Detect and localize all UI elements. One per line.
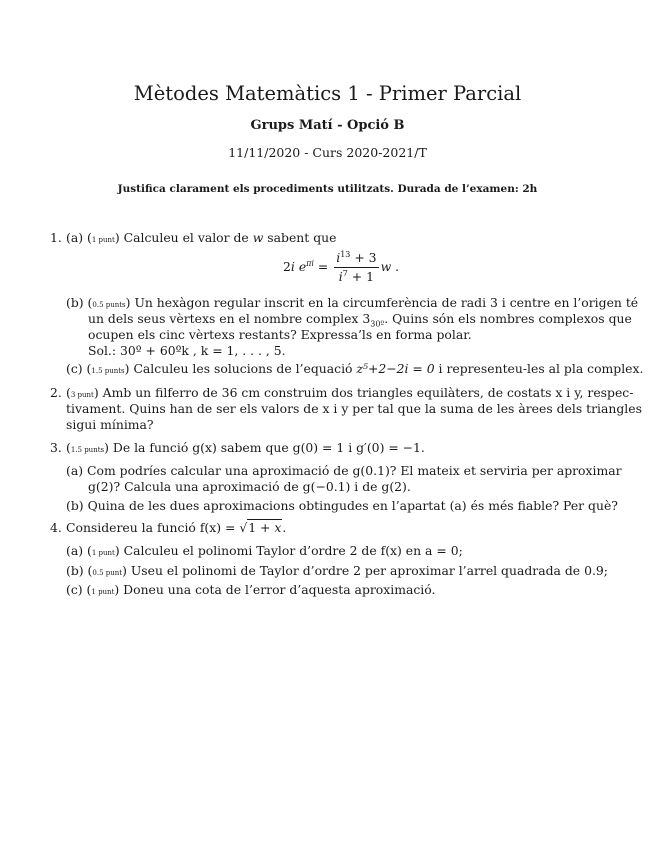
complex-argument: 30º xyxy=(370,319,385,329)
question-4c-text: Doneu una cota de l’error d’aquesta aproximació. xyxy=(123,582,436,597)
points-badge: 0.5 punt xyxy=(92,569,123,577)
question-3a-line1: Com podríes calcular una aproximació de g(0.1)? El mateix et serviria per aproximar xyxy=(87,463,622,478)
question-2-line3: sigui mínima? xyxy=(66,417,154,432)
question-3-intro-text: De la funció g(x) sabem que g(0) = 1 i g′(0) = −1. xyxy=(112,440,425,455)
question-1a-text: Calculeu el valor de xyxy=(123,230,249,245)
question-1b-line3: ocupen els cinc vèrtexs restants? Expressa’ls en forma polar. xyxy=(88,327,472,342)
exam-subtitle: Grups Matí - Opció B xyxy=(250,118,405,133)
exam-title: Mètodes Matemàtics 1 - Primer Parcial xyxy=(133,82,522,105)
equation-1a: 2i $e^{\pi i}$ = $\frac{i^{13} + 3}{i^7 + 1}$ w . xyxy=(283,249,400,284)
exam-instructions: Justifica clarament els procediments utilitzats. Durada de l’examen: 2h xyxy=(117,183,538,195)
question-4-intro: Considereu la funció f(x) = √1 + x. xyxy=(66,520,287,535)
question-3b xyxy=(66,498,618,514)
question-4b: (b) (0.5 punt) Useu el polinomi de Taylor d’ordre 2 per aproximar l’arrel quadrada de 0.9; xyxy=(66,563,608,578)
question-1c: (c) (1.5 punts) Calculeu les solucions de l’equació z⁵+2−2i = 0 i representeu-les al pla complex. xyxy=(66,361,644,376)
question-3a xyxy=(66,463,622,479)
question-1b-solution xyxy=(88,343,286,359)
part-label: (a) xyxy=(66,230,84,245)
part-label: (a) xyxy=(66,463,84,478)
question-3-number: 3. xyxy=(50,440,62,455)
exam-date: 11/11/2020 - Curs 2020-2021/T xyxy=(228,145,427,160)
question-2-line2: tivament. Quins han de ser els valors de x i y per tal que la suma de les àrees dels triangles xyxy=(66,401,642,416)
question-1c-text-b: i representeu-les al pla complex. xyxy=(438,361,644,376)
points-badge: 1.5 punts xyxy=(91,367,125,375)
question-1-number: 1. xyxy=(50,230,62,245)
part-label: (b) xyxy=(66,295,84,310)
question-4a-text: Calculeu el polinomi Taylor d’ordre 2 de f(x) en a = 0; xyxy=(123,543,463,558)
part-label: (b) xyxy=(66,498,84,513)
question-1a-text-end: sabent que xyxy=(267,230,337,245)
question-4b-text: Useu el polinomi de Taylor d’ordre 2 per aproximar l’arrel quadrada de 0.9; xyxy=(130,563,608,578)
question-4-number: 4. xyxy=(50,520,62,535)
question-1b-line2 xyxy=(88,311,632,327)
points-badge: 1 punt xyxy=(91,236,115,244)
question-2-line1: (3 punt) Amb un filferro de 36 cm construim dos triangles equilàters, de costats x i y, respec- xyxy=(66,385,634,400)
solution-text: 30º + 60ºk , k = 1, . . . , 5. xyxy=(119,343,286,358)
question-4c: (c) (1 punt) Doneu una cota de l’error d’aquesta aproximació. xyxy=(66,582,436,597)
points-badge: 1 punt xyxy=(91,549,115,557)
points-badge: 0.5 punts xyxy=(92,301,126,309)
question-1b-line2-end: . Quins són els nombres complexos que xyxy=(384,311,632,326)
question-4a: (a) (1 punt) Calculeu el polinomi Taylor d’ordre 2 de f(x) en a = 0; xyxy=(66,543,463,558)
part-label: (c) xyxy=(66,582,83,597)
points-badge: 1.5 punts xyxy=(70,446,105,454)
question-3-intro: (1.5 punts) De la funció g(x) sabem que g(0) = 1 i g′(0) = −1. xyxy=(66,440,425,455)
question-1b-line2-start: un dels seus vèrtexs en el nombre complex 3 xyxy=(88,311,371,326)
question-1b-line1: Un hexàgon regular inscrit en la circumferència de radi 3 i centre en l’origen té xyxy=(134,295,639,310)
points-badge: 3 punt xyxy=(70,391,94,399)
question-1a: (a) (1 punt) Calculeu el valor de w sabent que xyxy=(66,230,337,245)
question-1c-text-a: Calculeu les solucions de l’equació xyxy=(133,361,353,376)
question-3a-line2: g(2)? Calcula una aproximació de g(−0.1) i de g(2). xyxy=(88,479,411,494)
part-label: (a) xyxy=(66,543,84,558)
part-label: (b) xyxy=(66,563,84,578)
question-2-line1-text: Amb un filferro de 36 cm construim dos triangles equilàters, de costats x i y, respec- xyxy=(102,385,634,400)
question-1c-equation: z⁵+2−2i = 0 xyxy=(356,361,435,376)
question-1b: (b) (0.5 punts) Un hexàgon regular inscrit en la circumferència de radi 3 i centre en l’origen té xyxy=(66,295,639,310)
points-badge: 1 punt xyxy=(91,588,115,596)
part-label: (c) xyxy=(66,361,83,376)
question-2-number: 2. xyxy=(50,385,62,400)
question-4-intro-text: Considereu la funció f(x) = xyxy=(66,520,236,535)
question-3b-text: Quina de les dues aproximacions obtingudes en l’apartat (a) és més fiable? Per què? xyxy=(87,498,618,513)
solution-label: Sol.: xyxy=(88,343,117,358)
